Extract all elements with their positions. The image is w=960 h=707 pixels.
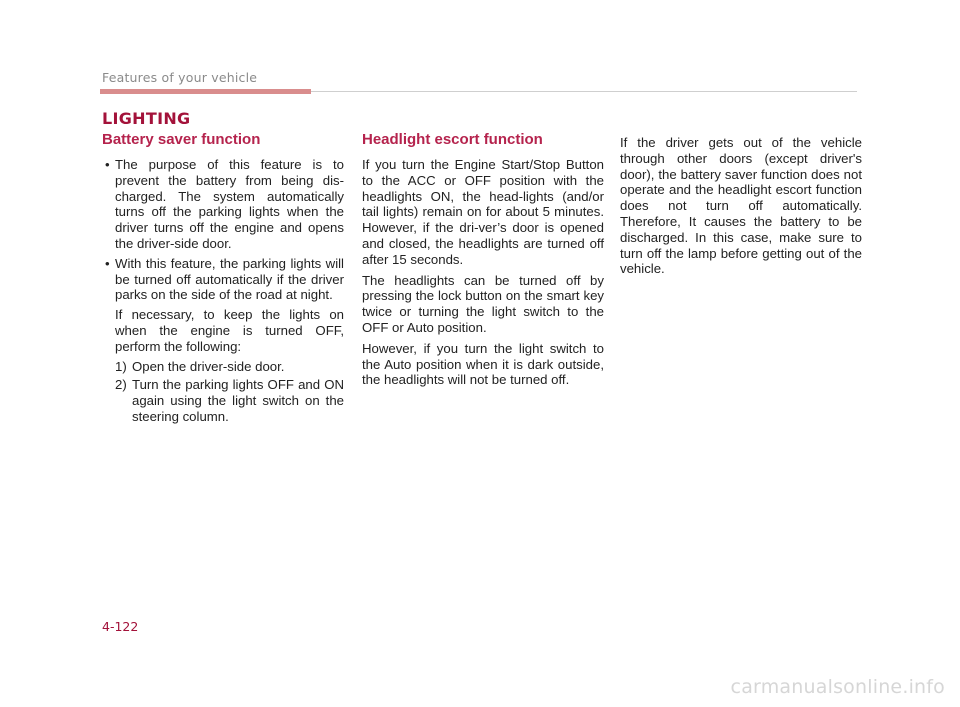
step-number: 1) <box>115 358 127 374</box>
paragraph: The headlights can be turned off by pressing the lock button on the smart key twice or turning the light switch to the OFF or Auto position. <box>362 272 604 335</box>
header-rule <box>311 91 857 92</box>
step-text: Turn the parking lights OFF and ON again using the light switch on the steering column. <box>132 377 344 424</box>
paragraph: If you turn the Engine Start/Stop Button to the ACC or OFF position with the headlights ON, the head-lights (and/or tail lights) remain on for about 5 minutes. However, if the dri-ver’s door is opened and closed, the headlights are turned off after 15 seconds. <box>362 157 604 267</box>
list-item <box>102 256 344 303</box>
battery-saver-title: Battery saver function <box>102 131 261 148</box>
bullet-text: The purpose of this feature is to prevent the battery from being dis-charged. The system automatically turns off the parking lights when the driver turns off the engine and opens the driver-side door. <box>115 157 344 251</box>
header-accent-bar <box>100 89 311 94</box>
page-number: 4-122 <box>102 619 139 634</box>
bullet-icon: • <box>105 255 110 271</box>
column-continued <box>620 135 862 282</box>
chapter-title: LIGHTING <box>102 109 191 128</box>
bullet-icon: • <box>105 157 110 172</box>
headlight-escort-title: Headlight escort function <box>362 131 543 148</box>
step-text: Open the driver-side door. <box>132 358 285 374</box>
step-item <box>102 377 344 424</box>
section-header: Features of your vehicle <box>102 70 258 85</box>
paragraph: However, if you turn the light switch to the Auto position when it is dark outside, the headlights will not be turned off. <box>362 340 604 388</box>
list-item <box>102 157 344 252</box>
step-item <box>102 359 344 375</box>
paragraph: If the driver gets out of the vehicle through other doors (except driver's door), the battery saver function does not operate and the headlight escort function does not turn off automatically. Therefore, It causes the battery to be discharged. In this case, make sure to turn off the lamp before getting out of the vehicle. <box>620 135 862 277</box>
bullet-text: With this feature, the parking lights will be turned off automatically if the driver parks on the side of the road at night. <box>115 255 344 303</box>
column-headlight-escort <box>362 130 604 393</box>
column-battery-saver <box>102 130 344 428</box>
battery-saver-note: If necessary, to keep the lights on when the engine is turned OFF, perform the following: <box>115 307 344 354</box>
watermark: carmanualsonline.info <box>730 676 945 698</box>
step-number: 2) <box>115 377 127 393</box>
